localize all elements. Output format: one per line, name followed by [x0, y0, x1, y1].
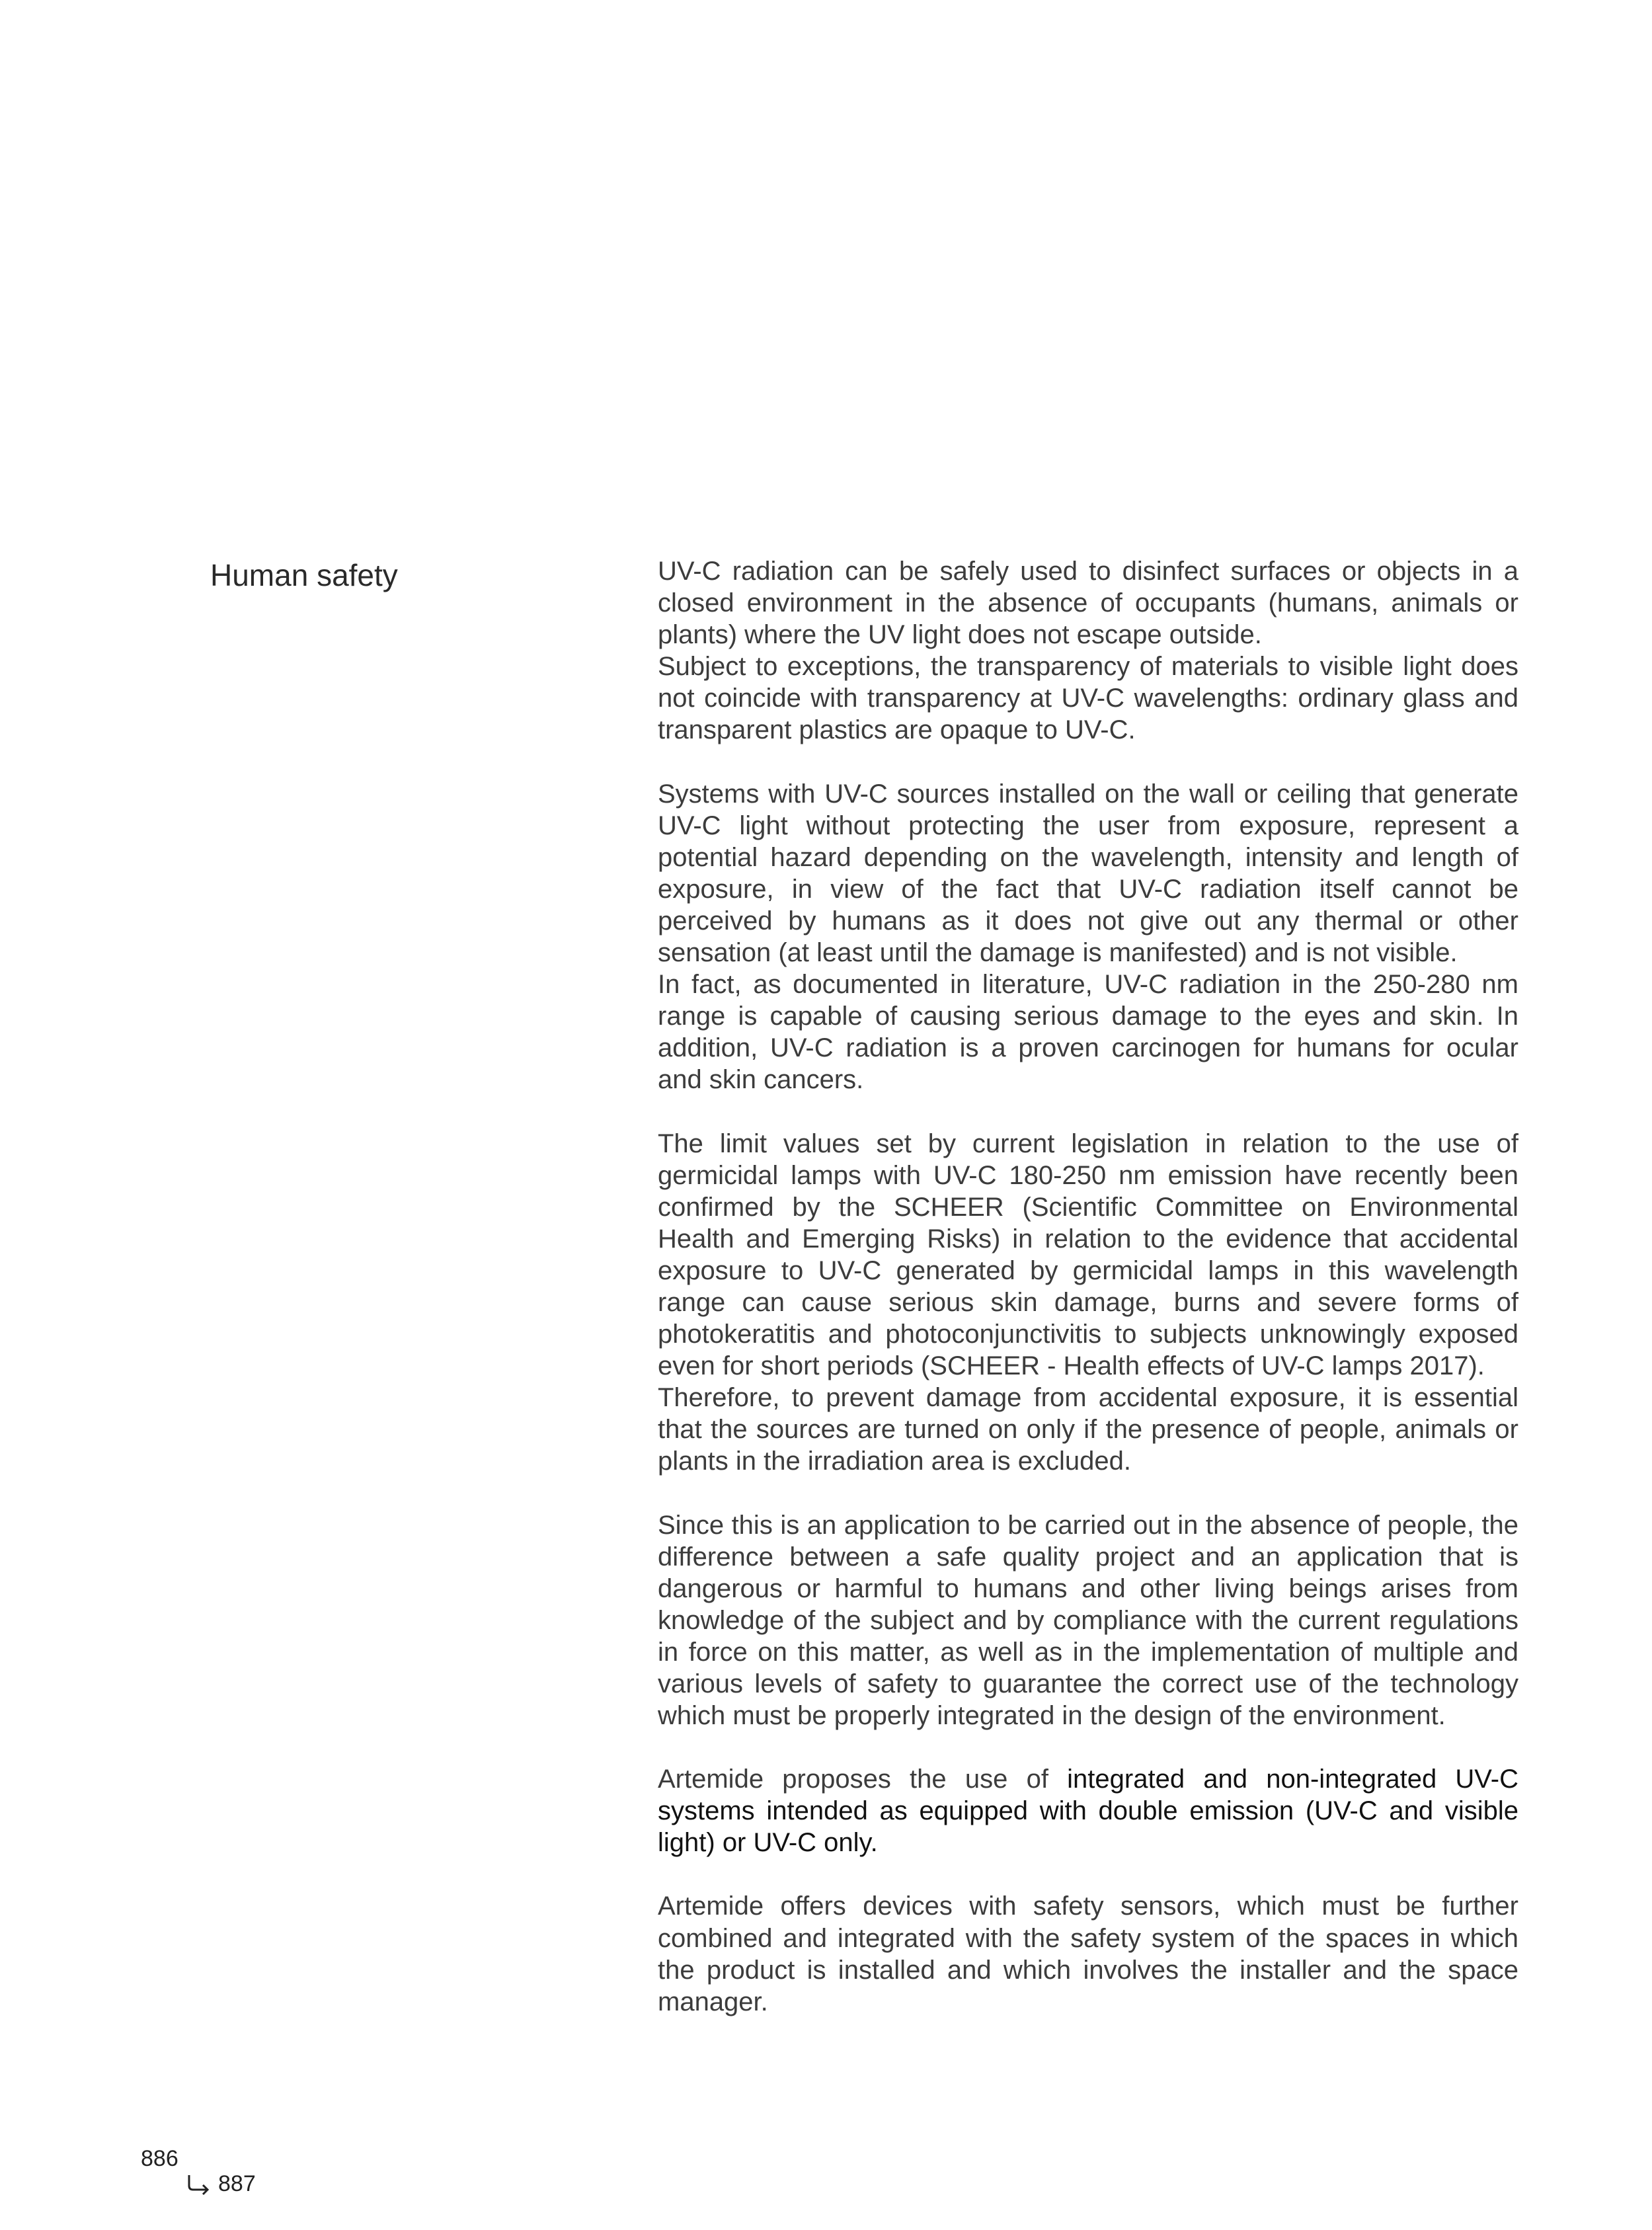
paragraph-safe-application: [658, 1509, 1518, 1732]
next-page-reference: [185, 2170, 256, 2197]
paragraph-line: In fact, as documented in literature, UV-C radiation in the 250-280 nm range is capable of causing serious damage to the eyes and skin. In addition, UV-C radiation is a proven carcinogen for humans for ocular and skin cancers.: [658, 970, 1518, 1095]
paragraph-artemide-sensors: [658, 1890, 1518, 2017]
paragraph-line: Subject to exceptions, the transparency of materials to visible light does not coincide with transparency at UV-C wavelengths: ordinary glass and transparent plastics are opaque to UV-C.: [658, 652, 1518, 745]
paragraph-line: UV-C radiation can be safely used to disinfect surfaces or objects in a closed environment in the absence of occupants (humans, animals or plants) where the UV light does not escape outside.: [658, 557, 1518, 650]
paragraph-limit-values: [658, 1128, 1518, 1478]
return-arrow-icon: [185, 2172, 212, 2195]
body-text: [658, 555, 1518, 2050]
paragraph-line: Systems with UV-C sources installed on the wall or ceiling that generate UV-C light without protecting the user from exposure, represent a potential hazard depending on the wavelength, intensity and length of exposure, in view of the fact that UV-C radiation itself cannot be perceived by humans as it does not give out any thermal or other sensation (at least until the damage is manifested) and is not visible.: [658, 779, 1518, 968]
next-page-number: 887: [218, 2171, 256, 2196]
paragraph-uvc-intro: [658, 555, 1518, 746]
paragraph-artemide-proposal: [658, 1763, 1518, 1858]
page-number: 886: [141, 2146, 178, 2171]
paragraph-line: Artemide offers devices with safety sensors, which must be further combined and integrated with the safety system of the spaces in which the product is installed and which involves the installer and the space manager.: [658, 1892, 1518, 2016]
proposal-intro: Artemide proposes the use of: [658, 1765, 1068, 1794]
paragraph-line: The limit values set by current legislation in relation to the use of germicidal lamps with UV-C 180-250 nm emission have recently been confirmed by the SCHEER (Scientific Committee on Environmental Health and Emerging Risks) in relation to the evidence that accidental exposure to UV-C generated by germicidal lamps in this wavelength range can cause serious skin damage, burns and severe forms of photokeratitis and photoconjunctivitis to subjects unknowingly exposed even for short periods (SCHEER - Health effects of UV-C lamps 2017).: [658, 1129, 1518, 1381]
paragraph-line: Therefore, to prevent damage from accidental exposure, it is essential that the sources are turned on only if the presence of people, animals or plants in the irradiation area is excluded.: [658, 1383, 1518, 1476]
section-title: Human safety: [210, 558, 398, 592]
paragraph-hazard: [658, 778, 1518, 1096]
paragraph-line: Since this is an application to be carried out in the absence of people, the difference between a safe quality project and an application that is dangerous or harmful to humans and other living beings arises from knowledge of the subject and by compliance with the current regulations in force on this matter, as well as in the implementation of multiple and various levels of safety to guarantee the correct use of the technology which must be properly integrated in the design of the environment.: [658, 1510, 1518, 1731]
proposal-emphasis: integrated and non-integrated UV-C systems intended as equipped with double emission (UV-C and visible light) or UV-C only.: [658, 1765, 1518, 1858]
